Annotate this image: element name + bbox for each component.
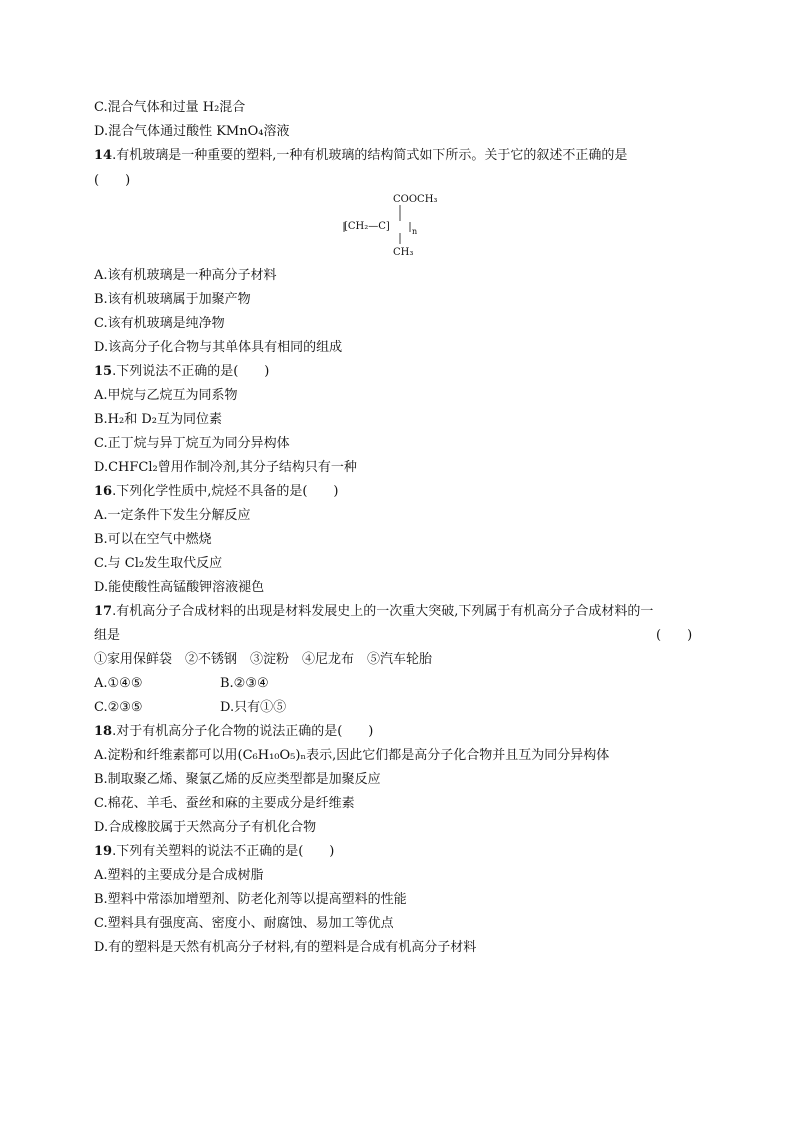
q14-option-b: B.该有机玻璃属于加聚产物 [94,292,251,307]
q15-option-b: B.H₂和 D₂互为同位素 [94,412,223,427]
q18-option-d: D.合成橡胶属于天然高分子有机化合物 [94,820,317,835]
q15-option-c: C.正丁烷与异丁烷互为同分异构体 [94,436,290,451]
q17-option-c: C.②③⑤ [94,700,143,715]
question-text: .下列有关塑料的说法不正确的是( ) [112,844,335,859]
formula-top-group: COOCH₃ [393,194,438,205]
q16-option-a: A.一定条件下发生分解反应 [94,508,251,523]
q17-option-b: B.②③④ [220,676,269,691]
question-number: 14 [94,148,113,163]
q15-option-a: A.甲烷与乙烷互为同系物 [94,388,238,403]
question-number: 18 [94,724,113,739]
q17-items: ①家用保鲜袋 ②不锈钢 ③淀粉 ④尼龙布 ⑤汽车轮胎 [94,652,433,667]
question-text: .下列化学性质中,烷烃不具备的是( ) [112,484,339,499]
q17-answer-paren: ( ) [656,628,693,643]
q18-option-b: B.制取聚乙烯、聚氯乙烯的反应类型都是加聚反应 [94,772,381,787]
question-number: 16 [94,484,113,499]
q19-option-c: C.塑料具有强度高、密度小、耐腐蚀、易加工等优点 [94,916,394,931]
question-number: 17 [94,604,113,619]
question-text: .对于有机高分子化合物的说法正确的是( ) [112,724,374,739]
q17-option-a: A.①④⑤ [94,676,143,691]
q19-option-a: A.塑料的主要成分是合成树脂 [94,868,264,883]
formula-main-chain: [CH₂—C] [344,221,390,232]
structural-formula [344,192,464,262]
q17-option-d: D.只有①⑤ [220,700,287,715]
q13-option-d: D.混合气体通过酸性 KMnO₄溶液 [94,124,290,139]
question-number: 19 [94,844,113,859]
question-text: .有机玻璃是一种重要的塑料,一种有机玻璃的结构简式如下所示。关于它的叙述不正确的是 [112,148,628,163]
q14-option-d: D.该高分子化合物与其单体具有相同的组成 [94,340,343,355]
q14-option-a: A.该有机玻璃是一种高分子材料 [94,268,277,283]
q15-option-d: D.CHFCl₂曾用作制冷剂,其分子结构只有一种 [94,460,357,475]
question-text: .下列说法不正确的是( ) [112,364,270,379]
q18-option-c: C.棉花、羊毛、蚕丝和麻的主要成分是纤维素 [94,796,355,811]
question-number: 15 [94,364,113,379]
q16-option-c: C.与 Cl₂发生取代反应 [94,556,223,571]
q17-stem [94,603,653,621]
q16-stem [94,483,339,501]
q14-option-c: C.该有机玻璃是纯净物 [94,316,225,331]
q18-stem [94,723,373,741]
q13-option-c: C.混合气体和过量 H₂混合 [94,100,246,115]
q19-stem [94,843,334,861]
q14-stem [94,147,627,165]
formula-subscript-n: n [412,227,418,236]
q16-option-b: B.可以在空气中燃烧 [94,532,212,547]
formula-bottom-group: CH₃ [393,247,414,258]
q14-answer-paren: ( ) [94,173,131,188]
q15-stem [94,363,269,381]
q18-option-a: A.淀粉和纤维素都可以用(C₆H₁₀O₅)ₙ表示,因此它们都是高分子化合物并且互为同分异构体 [94,748,610,763]
q16-option-d: D.能使酸性高锰酸钾溶液褪色 [94,580,265,595]
q17-stem-continued: 组是 [94,628,121,643]
q19-option-b: B.塑料中常添加增塑剂、防老化剂等以提高塑料的性能 [94,892,407,907]
q19-option-d: D.有的塑料是天然有机高分子材料,有的塑料是合成有机高分子材料 [94,940,477,955]
question-text: .有机高分子合成材料的出现是材料发展史上的一次重大突破,下列属于有机高分子合成材料的一 [112,604,654,619]
